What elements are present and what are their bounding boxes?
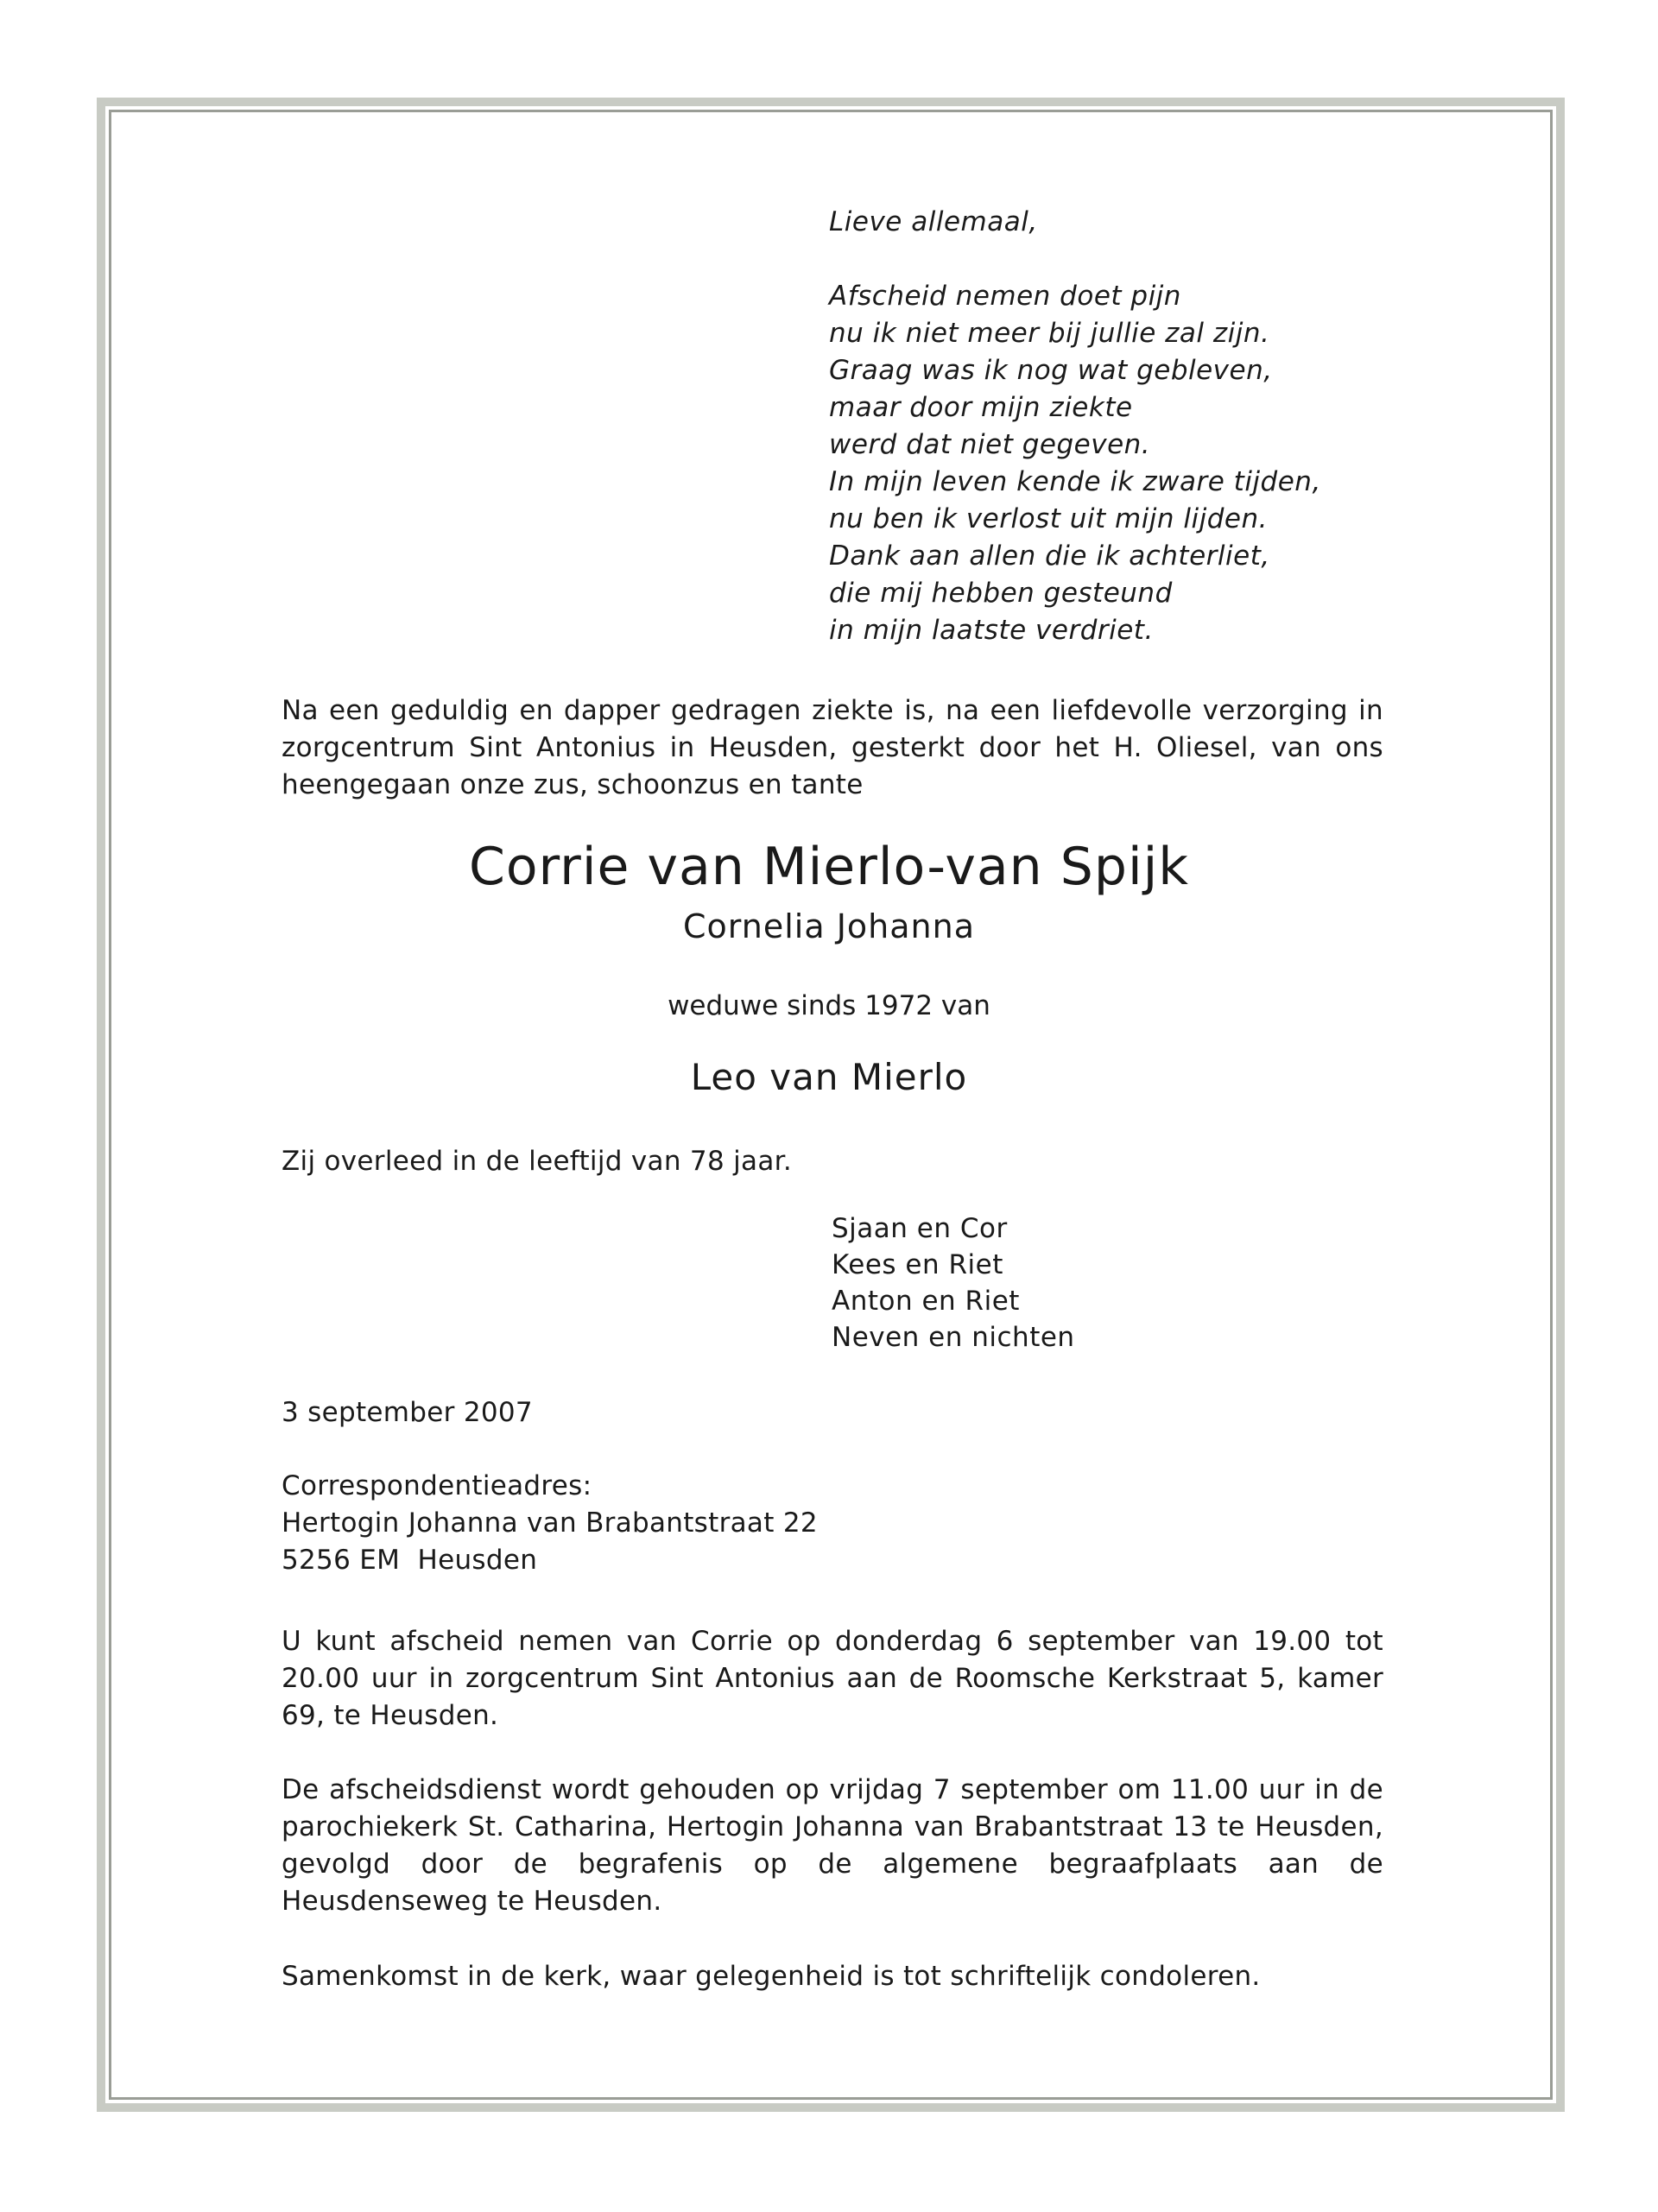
poem-line: Graag was ik nog wat gebleven, xyxy=(829,355,1273,386)
address-label: Correspondentieadres: xyxy=(282,1470,592,1501)
correspondence-address xyxy=(282,1468,1383,1579)
poem-line: nu ik niet meer bij jullie zal zijn. xyxy=(829,318,1270,349)
family-member: Sjaan en Cor xyxy=(832,1213,1008,1244)
address-street: Hertogin Johanna van Brabantstraat 22 xyxy=(282,1507,818,1539)
poem-line: maar door mijn ziekte xyxy=(829,392,1133,423)
visitation-paragraph: U kunt afscheid nemen van Corrie op donderdag 6 september van 19.00 tot 20.00 uur in zorgcentrum Sint Antonius aan de Roomsche Kerkstraat 5, kamer 69, te Heusden. xyxy=(282,1626,1383,1731)
poem-spacer xyxy=(829,241,1364,278)
family-list xyxy=(832,1210,1263,1356)
deceased-given-names: Cornelia Johanna xyxy=(683,907,975,945)
poem-line: werd dat niet gegeven. xyxy=(829,429,1151,460)
husband-name: Leo van Mierlo xyxy=(690,1056,968,1098)
poem-line: Afscheid nemen doet pijn xyxy=(829,281,1181,312)
family-member: Neven en nichten xyxy=(832,1322,1075,1353)
age-line: Zij overleed in de leeftijd van 78 jaar. xyxy=(282,1146,792,1177)
deceased-name: Corrie van Mierlo-van Spijk xyxy=(468,837,1190,897)
poem-line: nu ben ik verlost uit mijn lijden. xyxy=(829,503,1269,534)
widow-line: weduwe sinds 1972 van xyxy=(668,990,990,1021)
poem xyxy=(829,204,1364,649)
address-city: 5256 EM Heusden xyxy=(282,1545,538,1576)
poem-line: In mijn leven kende ik zware tijden, xyxy=(829,466,1321,497)
intro-paragraph: Na een geduldig en dapper gedragen ziekte is, na een liefdevolle verzorging in zorgcentrum Sint Antonius in Heusden, gesterkt door het H. Oliesel, van ons heengegaan onze zus, schoonzus en tante xyxy=(282,695,1383,800)
poem-greeting: Lieve allemaal, xyxy=(829,206,1038,237)
family-member: Anton en Riet xyxy=(832,1286,1020,1317)
poem-line: in mijn laatste verdriet. xyxy=(829,615,1154,646)
service-paragraph: De afscheidsdienst wordt gehouden op vrijdag 7 september om 11.00 uur in de parochiekerk St. Catharina, Hertogin Johanna van Brabantstraat 13 te Heusden, gevolgd door de begrafenis op de algemene begraafplaats aan de Heusdenseweg te Heusden. xyxy=(282,1774,1383,1917)
poem-line: Dank aan allen die ik achterliet, xyxy=(829,540,1270,572)
notice-date: 3 september 2007 xyxy=(282,1397,533,1428)
gathering-paragraph: Samenkomst in de kerk, waar gelegenheid is tot schriftelijk condoleren. xyxy=(282,1961,1261,1992)
poem-line: die mij hebben gesteund xyxy=(829,578,1173,609)
family-member: Kees en Riet xyxy=(832,1249,1003,1280)
